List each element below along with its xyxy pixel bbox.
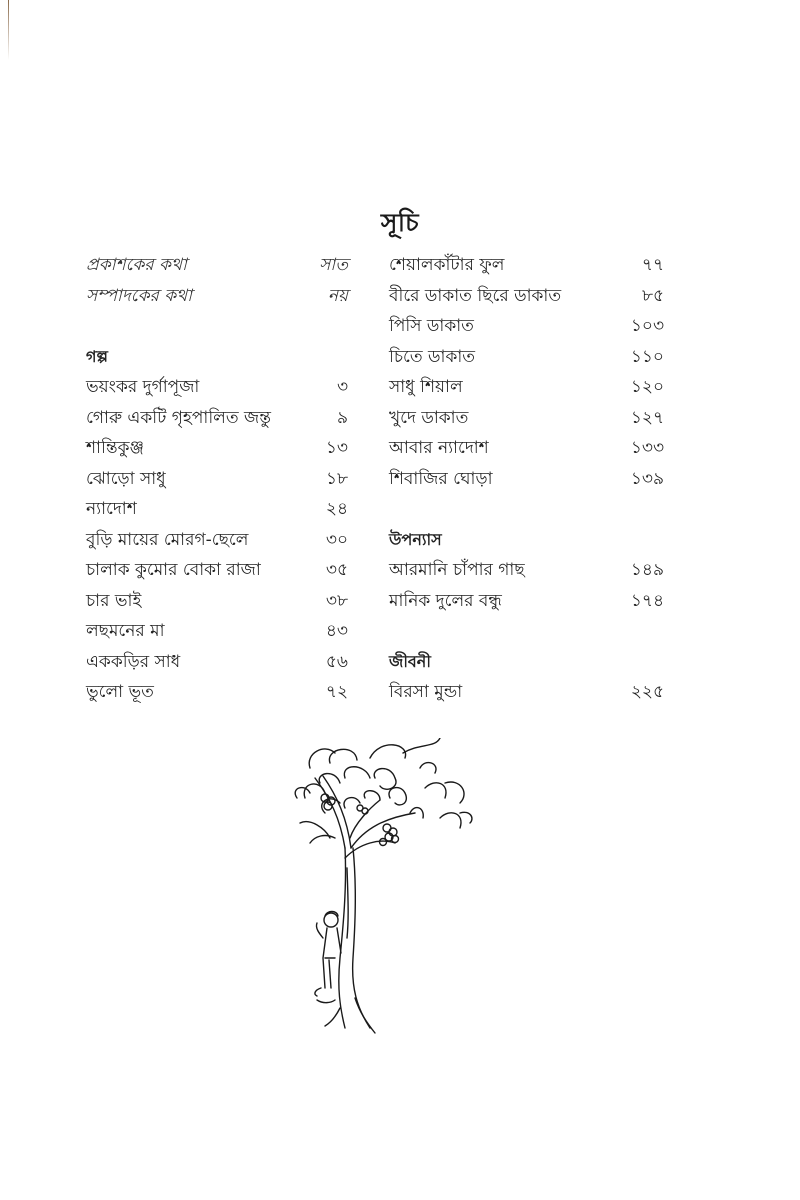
toc-entry-page: ৩৮: [325, 590, 348, 611]
toc-row[interactable]: [86, 587, 348, 618]
toc-entry-title: শান্তিকুঞ্জ: [86, 438, 144, 459]
toc-entry-page: ৪৩: [325, 621, 348, 642]
toc-section-heading: [389, 526, 664, 557]
toc-entry-page: ৭২: [325, 682, 348, 703]
toc-entry-page: ৯: [336, 407, 348, 428]
toc-row[interactable]: [389, 343, 664, 374]
toc-row[interactable]: [389, 373, 664, 404]
section-title: উপন্যাস: [389, 530, 442, 550]
toc-entry-title: পিসি ডাকাত: [389, 316, 474, 337]
toc-row[interactable]: [86, 556, 348, 587]
toc-entry-title: প্রকাশকের কথা: [86, 255, 187, 276]
toc-row[interactable]: [86, 526, 348, 557]
toc-entry-page: নয়: [327, 285, 348, 306]
toc-row[interactable]: [86, 434, 348, 465]
toc-entry-page: ১৩৩: [630, 438, 664, 459]
tree-with-boy-illustration: [285, 738, 485, 1038]
toc-entry-page: ১২০: [630, 377, 664, 398]
toc-entry-page: ২২৫: [630, 682, 664, 703]
toc-row[interactable]: [389, 282, 664, 313]
toc-entry-title: শেয়ালকাঁটার ফুল: [389, 255, 505, 276]
toc-row[interactable]: [86, 465, 348, 496]
page-title: সূচি: [380, 207, 420, 237]
toc-row[interactable]: [389, 434, 664, 465]
toc-entry-title: মানিক দুলের বন্ধু: [389, 590, 502, 611]
toc-entry-page: ৩০: [325, 529, 348, 550]
section-title: জীবনী: [389, 652, 431, 672]
scan-edge: [8, 0, 9, 60]
toc-entry-page: ৩৫: [325, 560, 348, 581]
toc-entry-page: ৮৫: [641, 285, 664, 306]
toc-section-heading: [86, 343, 348, 374]
toc-entry-title: খুদে ডাকাত: [389, 407, 469, 428]
toc-entry-page: ২৪: [325, 499, 348, 520]
toc-entry-title: আরমানি চাঁপার গাছ: [389, 560, 525, 581]
toc-entry-title: শিবাজির ঘোড়া: [389, 468, 493, 489]
toc-row[interactable]: [86, 648, 348, 679]
tree-with-boy-icon: [285, 738, 485, 1038]
toc-entry-title: ভুলো ভূত: [86, 682, 154, 703]
toc-section-heading: [389, 648, 664, 679]
toc-row[interactable]: [389, 404, 664, 435]
toc-entry-page: সাত: [319, 255, 348, 276]
toc-entry-title: বুড়ি মায়ের মোরগ-ছেলে: [86, 529, 249, 550]
toc-entry-title: চার ভাই: [86, 590, 142, 611]
toc-row[interactable]: [389, 556, 664, 587]
toc-entry-page: ১০৩: [630, 316, 664, 337]
toc-row[interactable]: [86, 282, 348, 313]
toc-row[interactable]: [86, 617, 348, 648]
toc-entry-page: ১৩: [325, 438, 348, 459]
toc-row[interactable]: [389, 251, 664, 282]
toc-spacer: [86, 312, 348, 343]
toc-entry-page: ১৭৪: [630, 590, 664, 611]
toc-entry-page: ১৩৯: [630, 468, 664, 489]
toc-left-column: [86, 251, 348, 709]
toc-entry-title: সাধু শিয়াল: [389, 377, 463, 398]
toc-entry-title: এককড়ির সাধ: [86, 651, 181, 672]
toc-entry-page: ১১০: [630, 346, 664, 367]
toc-row[interactable]: [389, 465, 664, 496]
toc-right-column: [389, 251, 664, 709]
toc-row[interactable]: [389, 678, 664, 709]
toc-entry-page: ১৪৯: [630, 560, 664, 581]
toc-entry-title: বিরসা মুন্ডা: [389, 682, 463, 703]
toc-row[interactable]: [389, 312, 664, 343]
section-title: গল্প: [86, 347, 108, 367]
toc-entry-title: ন্যাদোশ: [86, 499, 137, 520]
toc-entry-title: ঝোড়ো সাধু: [86, 468, 166, 489]
toc-row[interactable]: [86, 495, 348, 526]
toc-row[interactable]: [86, 251, 348, 282]
toc-entry-page: ৫৬: [325, 651, 348, 672]
toc-entry-page: ১২৭: [630, 407, 664, 428]
toc-entry-title: চিতে ডাকাত: [389, 346, 476, 367]
toc-spacer: [389, 617, 664, 648]
toc-row[interactable]: [389, 587, 664, 618]
toc-entry-title: ভয়ংকর দুর্গাপূজা: [86, 377, 200, 398]
toc-row[interactable]: [86, 373, 348, 404]
toc-entry-title: লছমনের মা: [86, 621, 165, 642]
toc-entry-page: ৭৭: [641, 255, 664, 276]
toc-entry-title: সম্পাদকের কথা: [86, 285, 193, 306]
toc-row[interactable]: [86, 678, 348, 709]
toc-entry-title: আবার ন্যাদোশ: [389, 438, 489, 459]
toc-spacer: [389, 495, 664, 526]
toc-entry-title: চালাক কুমোর বোকা রাজা: [86, 560, 261, 581]
toc-entry-title: বীরে ডাকাত ছিরে ডাকাত: [389, 285, 562, 306]
toc-entry-page: ৩: [336, 377, 348, 398]
toc-row[interactable]: [86, 404, 348, 435]
toc-entry-title: গোরু একটি গৃহপালিত জন্তু: [86, 407, 271, 428]
toc-entry-page: ১৮: [325, 468, 348, 489]
